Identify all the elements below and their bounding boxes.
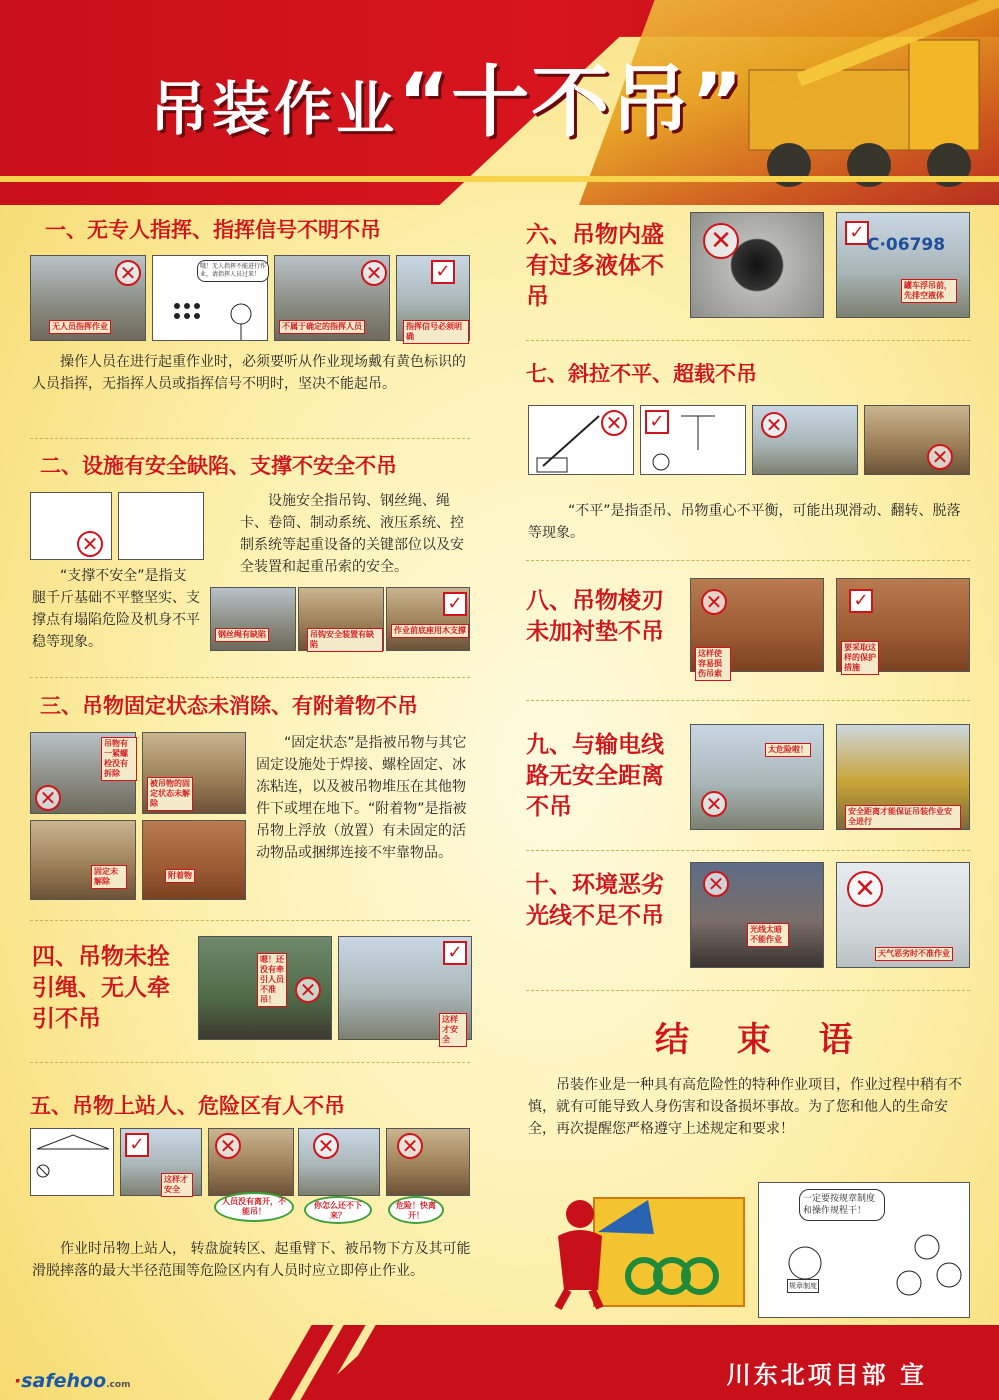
- section-2-title: 二、设施有安全缺陷、支撑不安全不吊: [40, 454, 397, 478]
- logo-dot: ·: [14, 1370, 22, 1392]
- s8-caption-1: 这样使容易损伤吊索: [695, 647, 731, 681]
- s3-description: “固定状态”是指被吊物与其它固定设施处于焊接、螺栓固定、冰冻粘连，以及被吊物堆压在其他物件下或埋在地下。“附着物”是指被吊物上浮放（放置）有未固定的活动物品或捆绑连接不牢靠物品。: [256, 735, 467, 861]
- title-part2: “十不吊”: [398, 58, 745, 148]
- s5-cartoon: [30, 1128, 114, 1196]
- prohibit-icon: ✕: [77, 531, 103, 557]
- prohibit-icon: ✕: [927, 444, 953, 470]
- s1-description: 操作人员在进行起重作业时，必须要听从作业现场戴有黄色标识的人员指挥，无指挥人员或指挥信号不明时，坚决不能起吊。: [32, 354, 466, 392]
- divider: [30, 677, 470, 678]
- prohibit-icon: ✕: [215, 1133, 241, 1159]
- s5-photo-3: [298, 1128, 380, 1196]
- s6-caption-1: 罐车浮吊前，先排空液体: [901, 279, 957, 303]
- title-part1: 吊装作业: [150, 75, 399, 143]
- s10-caption-1: 光线太暗不能作业: [747, 923, 789, 947]
- s2-description-right: 设施安全指吊钩、钢丝绳、绳卡、卷筒、制动系统、液压系统、控制系统等起重设备的关键部位以及安全装置和起重吊索的安全。: [240, 493, 464, 575]
- section-3-title: 三、吊物固定状态未消除、有附着物不吊: [40, 694, 418, 718]
- s10-photo-1: [690, 862, 824, 968]
- s5-description: 作业时吊物上站人， 转盘旋转区、起重臂下、被吊物下方及其可能滑脱摔落的最大半径范围等危险区内有人员时应立即停止作业。: [32, 1241, 471, 1279]
- s7-description: “不平”是指歪吊、吊物重心不平衡，可能出现滑动、翻转、脱落等现象。: [528, 503, 961, 541]
- ending-title: 结 束 语: [655, 1020, 871, 1060]
- s3-photo-1: [30, 732, 136, 814]
- ending-cartoon: [758, 1182, 970, 1318]
- s1-caption-3: 指挥信号必须明确: [403, 320, 469, 344]
- prohibit-icon: ✕: [701, 791, 727, 817]
- footer-org: 川东北项目部 宣: [726, 1361, 927, 1389]
- divider: [526, 340, 970, 341]
- megaphone-illustration: [528, 1180, 750, 1312]
- prohibit-icon: ✕: [397, 1133, 423, 1159]
- check-icon: ✓: [443, 592, 467, 616]
- s5-caption-1: 这样才安全: [161, 1173, 193, 1197]
- s3-photo-4: [142, 820, 246, 900]
- tanker-plate: C·06798: [867, 235, 946, 255]
- s4-caption-2: 这样才安全: [439, 1013, 467, 1047]
- s8-photo-1: [690, 578, 824, 678]
- s1-photo-1: [30, 255, 146, 341]
- prohibit-icon: ✕: [313, 1133, 339, 1159]
- s5-photo-1: [120, 1128, 202, 1196]
- s8-caption-2: 要采取这样的保护措施: [841, 641, 879, 675]
- divider: [526, 850, 970, 851]
- s10-caption-2: 天气恶劣时不准作业: [875, 947, 953, 961]
- s6-photo-2: [836, 212, 970, 318]
- s7-cartoon-2: [640, 405, 746, 475]
- check-icon: ✓: [125, 1133, 149, 1157]
- divider: [526, 560, 970, 561]
- s9-caption-2: 安全距离才能保证吊装作业安全进行: [845, 805, 961, 829]
- s3-caption-1: 吊物有一紧螺栓没有拆除: [101, 737, 137, 781]
- logo-text: safehoo: [21, 1370, 107, 1392]
- prohibit-icon: ✕: [35, 785, 61, 811]
- prohibit-icon: ✕: [703, 871, 729, 897]
- s2-photo-2: [298, 587, 384, 651]
- prohibit-icon: ✕: [601, 410, 627, 436]
- section-5-title: 五、吊物上站人、危险区有人不吊: [30, 1094, 345, 1118]
- s5-photo-4: [386, 1128, 470, 1196]
- check-icon: ✓: [431, 260, 455, 284]
- s8-photo-2: [836, 578, 970, 672]
- prohibit-icon: ✕: [847, 871, 883, 907]
- prohibit-icon: ✕: [115, 260, 141, 286]
- check-icon: ✓: [849, 589, 873, 613]
- section-6-title: 六、吊物内盛有过多液体不吊: [526, 222, 664, 310]
- s1-caption-1: 无人员指挥作业: [49, 320, 111, 334]
- s3-caption-4: 附着物: [165, 869, 195, 883]
- section-10-title: 十、环境恶劣光线不足不吊: [526, 872, 664, 929]
- check-icon: ✓: [645, 410, 669, 434]
- prohibit-icon: ✕: [703, 223, 739, 259]
- divider: [526, 700, 970, 701]
- s1-photo-3: [396, 255, 470, 341]
- section-1-title: 一、无专人指挥、指挥信号不明不吊: [45, 218, 381, 242]
- check-icon: ✓: [443, 941, 467, 965]
- s9-photo-1: [690, 724, 824, 830]
- s1-dialog: 哦！无人指挥不能进行作业，请指挥人员过来！: [197, 260, 269, 282]
- s3-caption-2: 被吊物的固定状态未解除: [147, 777, 193, 811]
- page-title: [150, 40, 745, 152]
- prohibit-icon: ✕: [361, 260, 387, 286]
- ending-cartoon-dialog: 一定要按规章制度和操作规程干！: [799, 1189, 885, 1221]
- divider: [30, 920, 470, 921]
- prohibit-icon: ✕: [701, 589, 727, 615]
- s7-photo-2: [864, 405, 970, 475]
- megaphone-icon: [528, 1180, 750, 1312]
- s5-bubble-1: 人员没有离开，不能吊！: [214, 1192, 294, 1222]
- section-4-title: 四、吊物未拴引绳、无人牵引不吊: [32, 944, 170, 1032]
- section-9-title: 九、与输电线路无安全距离不吊: [526, 732, 664, 820]
- s2-photo-3: [386, 587, 470, 651]
- s9-photo-2: [836, 724, 970, 830]
- s5-bubble-2: 你怎么还不下来？: [304, 1196, 372, 1224]
- divider: [526, 990, 970, 991]
- divider: [30, 1062, 470, 1063]
- s3-photo-3: [30, 820, 136, 900]
- s5-bubble-3: 危险！快离开！: [388, 1196, 444, 1224]
- s2-caption-3: 作业前底座用木支撑: [391, 624, 469, 638]
- footer: [0, 1325, 999, 1400]
- header-stripe: [0, 176, 999, 182]
- logo-suffix: .com: [106, 1380, 131, 1390]
- s2-cartoon-1: [30, 492, 112, 560]
- s9-caption-1: 太危险啦！: [765, 743, 811, 757]
- header-banner: [0, 0, 999, 205]
- s4-photo-1: [198, 936, 332, 1040]
- s4-photo-2: [338, 936, 472, 1044]
- s2-description-left: “支撑不安全”是指支腿千斤基础不平整坚实、支撑点有塌陷危险及机身不平稳等现象。: [32, 568, 200, 650]
- s10-photo-2: [836, 862, 970, 968]
- s2-caption-1: 钢丝绳有缺陷: [215, 628, 269, 642]
- divider: [30, 438, 470, 439]
- s1-photo-2: [274, 255, 390, 341]
- truss-diagram-icon: [31, 1129, 115, 1197]
- site-logo: [14, 1370, 130, 1392]
- rulebook: 规章制度: [787, 1279, 819, 1293]
- s2-caption-2: 吊钩安全装置有缺陷: [307, 628, 383, 652]
- section-8-title: 八、吊物棱刃未加衬垫不吊: [526, 588, 664, 645]
- s1-caption-2: 不属于确定的指挥人员: [279, 320, 365, 334]
- s1-cartoon: [152, 255, 268, 341]
- s7-photo-1: [752, 405, 858, 475]
- s5-photo-2: [208, 1128, 294, 1196]
- ending-description: 吊装作业是一种具有高危险性的特种作业项目，作业过程中稍有不慎，就有可能导致人身伤害和设备损坏事故。为了您和他人的生命安全，再次提醒您严格遵守上述规定和要求！: [528, 1077, 962, 1137]
- s3-photo-2: [142, 732, 246, 814]
- s2-photo-1: [210, 587, 296, 651]
- s6-photo-1: [690, 212, 824, 318]
- s7-cartoon-1: [528, 405, 634, 475]
- section-7-title: 七、斜拉不平、超载不吊: [526, 362, 757, 386]
- s3-caption-3: 固定未解除: [91, 865, 127, 889]
- prohibit-icon: ✕: [761, 412, 787, 438]
- s4-caption-1: 嗯！还没有牵引人员不准吊！: [257, 953, 287, 1007]
- check-icon: ✓: [845, 221, 869, 245]
- s2-cartoon-2: [118, 492, 204, 560]
- prohibit-icon: ✕: [295, 977, 321, 1003]
